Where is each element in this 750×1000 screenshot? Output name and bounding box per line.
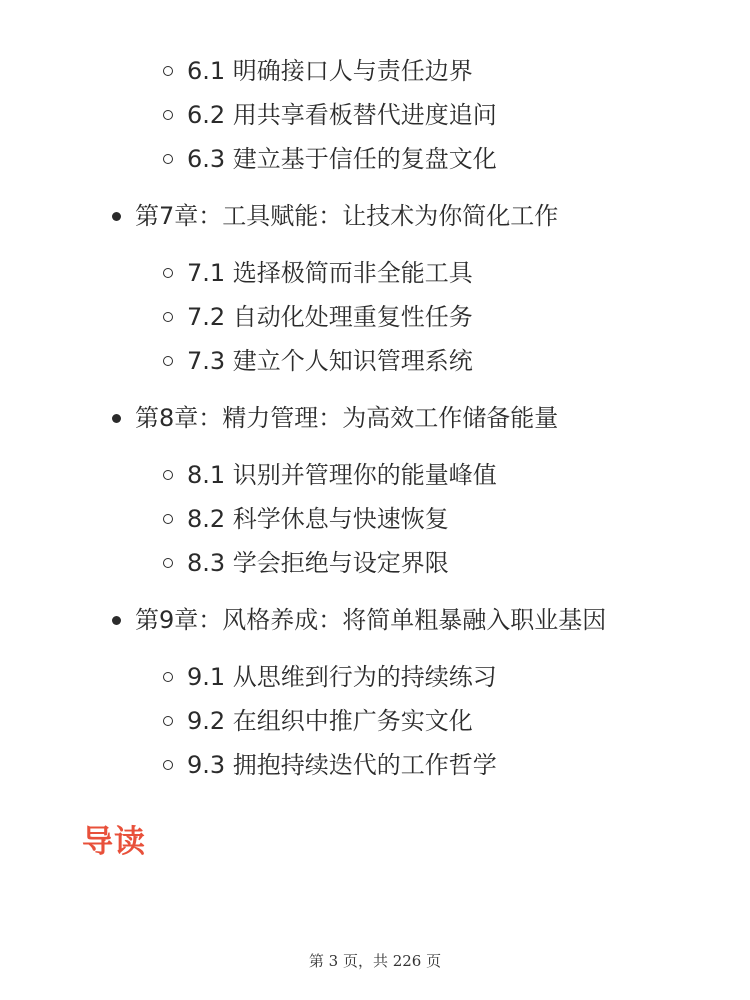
hollow-bullet-icon: [163, 154, 173, 164]
toc-chapter[interactable]: [112, 398, 558, 438]
toc-subitem[interactable]: [163, 341, 473, 381]
hollow-bullet-icon: [163, 760, 173, 770]
hollow-bullet-icon: [163, 66, 173, 76]
toc-chapter-label: 第7章：工具赋能：让技术为你简化工作: [135, 202, 559, 230]
toc-subitem[interactable]: [163, 139, 497, 179]
toc-subitem[interactable]: [163, 95, 497, 135]
toc-subitem[interactable]: [163, 499, 449, 539]
toc-subitem-label: 9.2 在组织中推广务实文化: [187, 707, 473, 735]
toc-subitem-label: 6.1 明确接口人与责任边界: [187, 57, 473, 85]
toc-subitem-label: 8.1 识别并管理你的能量峰值: [187, 461, 497, 489]
toc-subitem-label: 7.2 自动化处理重复性任务: [187, 303, 473, 331]
toc-subitem-label: 6.3 建立基于信任的复盘文化: [187, 145, 497, 173]
toc-subitem[interactable]: [163, 297, 473, 337]
solid-bullet-icon: [112, 616, 121, 625]
hollow-bullet-icon: [163, 672, 173, 682]
toc-subitem[interactable]: [163, 657, 497, 697]
toc-subitem-label: 7.3 建立个人知识管理系统: [187, 347, 473, 375]
toc-chapter-label: 第9章：风格养成：将简单粗暴融入职业基因: [135, 606, 607, 634]
toc-chapter-label: 第8章：精力管理：为高效工作储备能量: [135, 404, 559, 432]
toc-subitem[interactable]: [163, 701, 473, 741]
hollow-bullet-icon: [163, 268, 173, 278]
toc-subitem[interactable]: [163, 543, 449, 583]
toc-subitem[interactable]: [163, 51, 473, 91]
toc-subitem[interactable]: [163, 455, 497, 495]
toc-chapter[interactable]: [112, 196, 558, 236]
toc-subitem-label: 8.3 学会拒绝与设定界限: [187, 549, 449, 577]
hollow-bullet-icon: [163, 110, 173, 120]
toc-subitem-label: 7.1 选择极简而非全能工具: [187, 259, 473, 287]
page-number-text: 第 3 页，共 226 页: [308, 952, 442, 970]
hollow-bullet-icon: [163, 716, 173, 726]
hollow-bullet-icon: [163, 312, 173, 322]
hollow-bullet-icon: [163, 514, 173, 524]
toc-subitem[interactable]: [163, 253, 473, 293]
solid-bullet-icon: [112, 212, 121, 221]
hollow-bullet-icon: [163, 558, 173, 568]
toc-subitem-label: 9.1 从思维到行为的持续练习: [187, 663, 497, 691]
section-heading-introduction: 导读: [82, 824, 146, 860]
page-footer: [0, 950, 750, 971]
hollow-bullet-icon: [163, 470, 173, 480]
hollow-bullet-icon: [163, 356, 173, 366]
toc-subitem[interactable]: [163, 745, 497, 785]
toc-chapter[interactable]: [112, 600, 606, 640]
toc-subitem-label: 6.2 用共享看板替代进度追问: [187, 101, 497, 129]
toc-subitem-label: 8.2 科学休息与快速恢复: [187, 505, 449, 533]
toc-subitem-label: 9.3 拥抱持续迭代的工作哲学: [187, 751, 497, 779]
solid-bullet-icon: [112, 414, 121, 423]
